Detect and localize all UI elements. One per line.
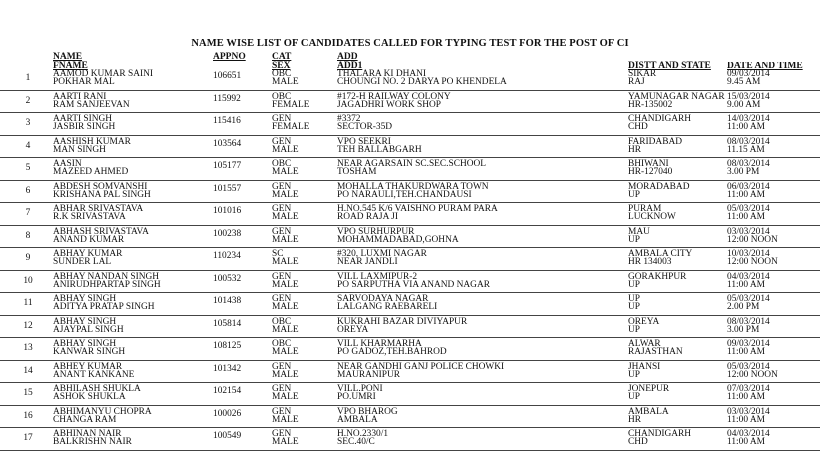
district: OREYA <box>628 316 660 327</box>
district: YAMUNAGAR NAGAR <box>628 91 725 102</box>
table-row <box>0 203 820 226</box>
state: UP <box>628 392 640 402</box>
category: OBC <box>272 69 292 79</box>
address-line-1: VPO SURHURPUR <box>337 226 415 237</box>
test-date: 15/03/2014 <box>727 91 770 102</box>
district: AMBALA <box>628 406 669 417</box>
sex: MALE <box>272 302 299 312</box>
father-name: KANWAR SINGH <box>53 347 126 357</box>
district: AMBALA CITY <box>628 249 693 259</box>
candidate-name: AAMOD KUMAR SAINI <box>53 69 154 79</box>
category: GEN <box>272 294 292 304</box>
sex: MALE <box>272 212 299 222</box>
address-line-2: SEC.40/C <box>337 437 375 447</box>
father-name: SUNDER LAL <box>53 257 112 267</box>
application-number: 105177 <box>213 161 242 171</box>
application-number: 108125 <box>213 341 242 351</box>
application-number: 100549 <box>213 431 242 441</box>
test-date: 09/03/2014 <box>727 339 770 349</box>
table-row <box>0 68 820 91</box>
father-name: ANAND KUMAR <box>53 234 125 245</box>
test-date: 03/03/2014 <box>727 406 770 417</box>
address-line-1: SARVODAYA NAGAR <box>337 294 429 304</box>
address-line-2: ROAD RAJA JI <box>337 212 398 222</box>
table-row <box>0 316 820 339</box>
category: GEN <box>272 181 292 192</box>
sex: MALE <box>272 347 299 357</box>
candidate-name: ABHAY SINGH <box>53 294 117 304</box>
test-date: 05/03/2014 <box>727 361 770 372</box>
header-add: ADD <box>337 52 358 62</box>
serial-number: 2 <box>25 95 31 106</box>
father-name: ANANT KANKANE <box>53 369 135 380</box>
candidate-name: ABHAR SRIVASTAVA <box>53 204 144 214</box>
test-time: 11.15 AM <box>727 144 765 155</box>
application-number: 101557 <box>213 183 242 194</box>
candidate-name: AARTI SINGH <box>53 114 113 124</box>
serial-number: 14 <box>23 365 33 376</box>
application-number: 100026 <box>213 408 242 419</box>
test-time: 11:00 AM <box>727 189 765 200</box>
district: PURAM <box>628 204 662 214</box>
address-line-1: VILL KHARMARHA <box>337 339 422 349</box>
father-name: ADITYA PRATAP SINGH <box>53 302 155 312</box>
category: GEN <box>272 136 292 147</box>
candidate-name: AASHISH KUMAR <box>53 136 131 147</box>
test-time: 11:00 AM <box>727 212 765 222</box>
serial-number: 6 <box>25 185 31 196</box>
address-line-2: SECTOR-35D <box>337 122 393 132</box>
header-date-time: DATE AND TIME <box>727 62 803 71</box>
test-time: 3.00 PM <box>727 167 760 177</box>
category: OBC <box>272 339 292 349</box>
test-time: 2.00 PM <box>727 302 760 312</box>
category: GEN <box>272 271 292 282</box>
state: UP <box>628 369 640 380</box>
address-line-1: MOHALLA THAKURDWARA TOWN <box>337 181 489 192</box>
address-line-2: AMBALA <box>337 414 378 425</box>
candidate-table <box>0 68 820 451</box>
state: UP <box>628 279 640 290</box>
application-number: 105814 <box>213 318 242 329</box>
sex: MALE <box>272 392 299 402</box>
test-time: 11:00 AM <box>727 279 765 290</box>
address-line-2: TEH BALLABGARH <box>337 144 422 155</box>
table-row <box>0 271 820 294</box>
candidate-name: ABHAY SINGH <box>53 316 117 327</box>
test-time: 12:00 NOON <box>727 369 778 380</box>
test-date: 08/03/2014 <box>727 136 770 147</box>
address-line-2: MOHAMMADABAD,GOHNA <box>337 234 459 245</box>
district: BHIWANI <box>628 159 669 169</box>
state: HR-135002 <box>628 99 673 110</box>
header-distt-state: DISTT AND STATE <box>628 61 711 71</box>
document-title: NAME WISE LIST OF CANDIDATES CALLED FOR TYPING TEST FOR THE POST OF CI <box>191 38 629 49</box>
district: ALWAR <box>628 339 661 349</box>
address-line-2: NEAR JANDLI <box>337 257 398 267</box>
category: OBC <box>272 159 292 169</box>
application-number: 110234 <box>213 251 241 261</box>
sex: MALE <box>272 189 299 200</box>
address-line-2: TOSHAM <box>337 167 377 177</box>
serial-number: 11 <box>23 298 33 308</box>
table-row <box>0 136 820 159</box>
father-name: ANIRUDHPARTAP SINGH <box>53 279 161 290</box>
candidate-name: ABHAY KUMAR <box>53 249 123 259</box>
test-time: 12:00 NOON <box>727 234 778 245</box>
district: MAU <box>628 226 650 237</box>
category: GEN <box>272 384 292 394</box>
father-name: JASBIR SINGH <box>53 122 116 132</box>
address-line-1: VILL LAXMIPUR-2 <box>337 271 418 282</box>
table-row <box>0 338 820 361</box>
address-line-2: PO.UMRI <box>337 392 376 402</box>
state: HR-127040 <box>628 167 673 177</box>
address-line-1: H.NO.545 K/6 VAISHNO PURAM PARA <box>337 204 498 214</box>
category: OBC <box>272 91 292 102</box>
state: UP <box>628 234 640 245</box>
table-row <box>0 113 820 136</box>
table-row <box>0 406 820 429</box>
table-row <box>0 383 820 406</box>
father-name: MAN SINGH <box>53 144 106 155</box>
district: GORAKHPUR <box>628 271 687 282</box>
category: GEN <box>272 204 292 214</box>
table-row <box>0 248 820 271</box>
candidate-name: ABHIMANYU CHOPRA <box>53 406 152 417</box>
father-name: AJAYPAL SINGH <box>53 324 124 335</box>
test-date: 05/03/2014 <box>727 294 770 304</box>
district: JONEPUR <box>628 384 670 394</box>
table-row <box>0 181 820 204</box>
application-number: 100238 <box>213 228 242 239</box>
district: CHANDIGARH <box>628 429 692 439</box>
address-line-1: #320, LUXMI NAGAR <box>337 249 427 259</box>
address-line-2: PO NARAULI,TEH.CHANDAUSI <box>337 189 472 200</box>
state: UP <box>628 189 640 200</box>
serial-number: 17 <box>23 433 33 443</box>
state: HR 134003 <box>628 257 672 267</box>
table-row <box>0 158 820 181</box>
header-fname: FNAME <box>53 61 88 71</box>
sex: MALE <box>272 257 299 267</box>
address-line-1: KUKRAHI BAZAR DIVIYAPUR <box>337 316 468 327</box>
table-row <box>0 293 820 316</box>
address-line-1: #3372 <box>337 114 361 124</box>
application-number: 115416 <box>213 116 241 126</box>
address-line-2: PO GADOZ,TEH.BAHROD <box>337 347 447 357</box>
category: GEN <box>272 114 292 124</box>
address-line-1: VPO SEEKRI <box>337 136 391 147</box>
state: HR <box>628 414 642 425</box>
category: SC <box>272 249 284 259</box>
application-number: 101016 <box>213 206 242 216</box>
serial-number: 5 <box>25 163 31 173</box>
sex: FEMALE <box>272 122 310 132</box>
test-time: 9.45 AM <box>727 77 761 87</box>
header-add1: ADD1 <box>337 61 363 71</box>
serial-number: 15 <box>23 388 33 398</box>
serial-number: 13 <box>23 343 33 353</box>
candidate-name: ABHAY SINGH <box>53 339 117 349</box>
district: SIKAR <box>628 69 657 79</box>
state: HR <box>628 144 642 155</box>
test-date: 07/03/2014 <box>727 384 770 394</box>
table-row <box>0 428 820 451</box>
test-time: 9.00 AM <box>727 99 761 110</box>
father-name: ASHOK SHUKLA <box>53 392 126 402</box>
category: GEN <box>272 361 292 372</box>
category: GEN <box>272 406 292 417</box>
test-date: 04/03/2014 <box>727 429 770 439</box>
candidate-name: ABHEY KUMAR <box>53 361 123 372</box>
address-line-2: OREYA <box>337 324 369 335</box>
sex: MALE <box>272 234 299 245</box>
serial-number: 16 <box>23 410 33 421</box>
category: OBC <box>272 316 292 327</box>
table-row <box>0 91 820 114</box>
sex: MALE <box>272 279 299 290</box>
serial-number: 10 <box>23 275 33 286</box>
test-date: 09/03/2014 <box>727 69 770 79</box>
address-line-2: MAURANIPUR <box>337 369 401 380</box>
sex: MALE <box>272 414 299 425</box>
district: MORADABAD <box>628 181 690 192</box>
father-name: R.K SRIVASTAVA <box>53 212 126 222</box>
sex: MALE <box>272 167 299 177</box>
state: CHD <box>628 122 648 132</box>
candidate-name: ABDESH SOMVANSHI <box>53 181 148 192</box>
serial-number: 7 <box>25 208 31 218</box>
test-date: 05/03/2014 <box>727 204 770 214</box>
father-name: CHANGA RAM <box>53 414 117 425</box>
serial-number: 1 <box>25 73 31 83</box>
district: FARIDABAD <box>628 136 682 147</box>
application-number: 103564 <box>213 138 242 149</box>
header-appno: APPNO <box>213 52 246 62</box>
sex: MALE <box>272 144 299 155</box>
test-time: 11:00 AM <box>727 437 765 447</box>
test-date: 03/03/2014 <box>727 226 770 237</box>
candidate-name: ABHAY NANDAN SINGH <box>53 271 160 282</box>
test-date: 08/03/2014 <box>727 316 770 327</box>
application-number: 102154 <box>213 386 242 396</box>
test-date: 14/03/2014 <box>727 114 770 124</box>
application-number: 100532 <box>213 273 242 284</box>
address-line-2: LALGANG RAEBARELI <box>337 302 438 312</box>
header-sex: SEX <box>272 61 291 71</box>
test-date: 06/03/2014 <box>727 181 770 192</box>
test-date: 08/03/2014 <box>727 159 770 169</box>
serial-number: 9 <box>25 253 31 263</box>
serial-number: 8 <box>25 230 31 241</box>
header-name: NAME <box>53 52 83 62</box>
candidate-name: AASIN <box>53 159 82 169</box>
application-number: 115992 <box>213 93 241 104</box>
district: CHANDIGARH <box>628 114 692 124</box>
sex: MALE <box>272 77 299 87</box>
application-number: 101438 <box>213 296 242 306</box>
address-line-1: VILL.PONI <box>337 384 383 394</box>
test-date: 10/03/2014 <box>727 249 770 259</box>
candidate-name: ABHINAN NAIR <box>53 429 122 439</box>
address-line-1: VPO BHAROG <box>337 406 398 417</box>
father-name: KRISHANA PAL SINGH <box>53 189 151 200</box>
address-line-2: PO SARPUTHA VIA ANAND NAGAR <box>337 279 490 290</box>
father-name: RAM SANJEEVAN <box>53 99 130 110</box>
candidate-name: ABHILASH SHUKLA <box>53 384 141 394</box>
serial-number: 4 <box>25 140 31 151</box>
sex: MALE <box>272 369 299 380</box>
category: GEN <box>272 429 292 439</box>
serial-number: 3 <box>25 118 31 128</box>
sex: FEMALE <box>272 99 310 110</box>
test-time: 11:00 AM <box>727 414 765 425</box>
test-time: 11:00 AM <box>727 122 765 132</box>
test-time: 12:00 NOON <box>727 257 778 267</box>
father-name: MAZEED AHMED <box>53 167 129 177</box>
table-row <box>0 226 820 249</box>
sex: MALE <box>272 324 299 335</box>
address-line-1: #172-H RAILWAY COLONY <box>337 91 451 102</box>
father-name: POKHAR MAL <box>53 77 115 87</box>
state: RAJ <box>628 77 645 87</box>
test-time: 11:00 AM <box>727 392 765 402</box>
application-number: 106651 <box>213 71 242 81</box>
candidate-name: ABHASH SRIVASTAVA <box>53 226 149 237</box>
state: RAJASTHAN <box>628 347 683 357</box>
test-time: 11:00 AM <box>727 347 765 357</box>
state: LUCKNOW <box>628 212 676 222</box>
address-line-1: NEAR GANDHI GANJ POLICE CHOWKI <box>337 361 505 372</box>
father-name: BALKRISHN NAIR <box>53 437 132 447</box>
serial-number: 12 <box>23 320 33 331</box>
state: UP <box>628 324 640 335</box>
district: JHANSI <box>628 361 661 372</box>
address-line-2: JAGADHRI WORK SHOP <box>337 99 442 110</box>
address-line-1: H.NO.2330/1 <box>337 429 389 439</box>
test-time: 3.00 PM <box>727 324 760 335</box>
sex: MALE <box>272 437 299 447</box>
state: CHD <box>628 437 648 447</box>
state: UP <box>628 302 640 312</box>
table-row <box>0 361 820 384</box>
candidate-name: AARTI RANI <box>53 91 107 102</box>
application-number: 101342 <box>213 363 242 374</box>
address-line-2: CHOUNGI NO. 2 DARYA PO KHENDELA <box>337 77 507 87</box>
address-line-1: NEAR AGARSAIN SC.SEC.SCHOOL <box>337 159 486 169</box>
category: GEN <box>272 226 292 237</box>
address-line-1: THALARA KI DHANI <box>337 69 427 79</box>
header-cat: CAT <box>272 52 292 62</box>
district: UP <box>628 294 640 304</box>
test-date: 04/03/2014 <box>727 271 770 282</box>
